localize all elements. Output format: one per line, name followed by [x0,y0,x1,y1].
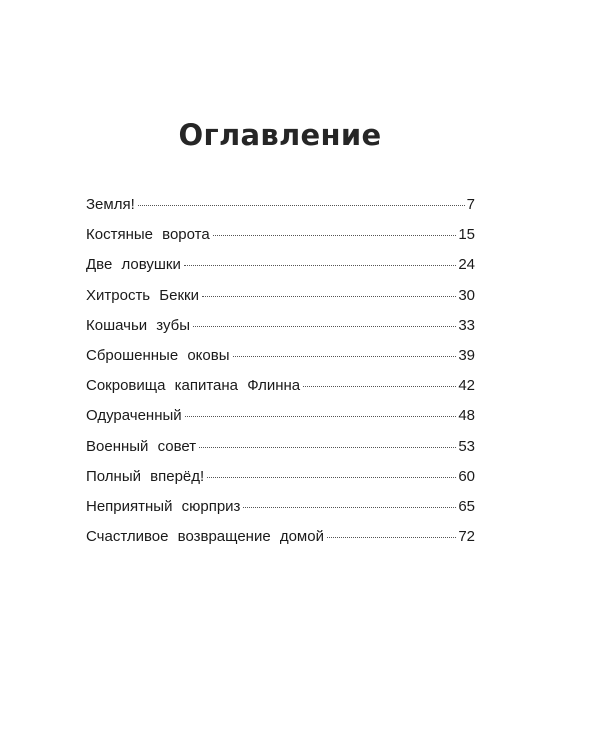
toc-entry [86,316,475,346]
toc-entry [86,497,475,527]
page-number: 65 [458,497,475,515]
toc-entry [86,195,475,225]
toc-entry [86,376,475,406]
dot-leader [303,386,456,387]
dot-leader [193,326,456,327]
toc-entry [86,437,475,467]
dot-leader [233,356,457,357]
dot-leader [207,477,456,478]
page-number: 42 [458,377,475,395]
page-number: 15 [458,226,475,244]
page-title: Оглавление [178,118,382,152]
chapter-title: Хитрость Бекки [86,286,199,304]
dot-leader [199,447,456,448]
page-number: 7 [466,196,475,213]
page-number: 60 [458,467,475,485]
toc-entry [86,346,475,376]
page-number: 24 [458,256,475,274]
dot-leader [213,235,457,236]
chapter-title: Две ловушки [86,256,181,274]
page-number: 72 [458,528,475,546]
chapter-title: Костяные ворота [86,226,210,244]
toc-entry [86,527,475,557]
dot-leader [138,205,465,206]
toc-entry [86,286,475,316]
toc-entry [86,467,475,497]
table-of-contents [86,195,475,557]
chapter-title: Сокровища капитана Флинна [86,377,301,395]
chapter-title: Сброшенные оковы [86,346,230,364]
toc-entry [86,225,475,255]
chapter-title: Полный вперёд! [86,467,205,485]
chapter-title: Счастливое возвращение домой [86,528,324,546]
page-number: 48 [458,407,475,425]
toc-entry [86,255,475,285]
page-number: 33 [458,316,475,334]
chapter-title: Неприятный сюрприз [86,497,241,515]
page-number: 30 [458,286,475,304]
dot-leader [202,296,456,297]
dot-leader [184,265,456,266]
page-number: 53 [458,437,475,455]
dot-leader [185,416,457,417]
chapter-title: Земля! [86,196,135,213]
chapter-title: Кошачьи зубы [86,316,191,334]
toc-entry [86,406,475,436]
chapter-title: Одураченный [86,407,182,425]
page-number: 39 [458,346,475,364]
dot-leader [327,537,456,538]
dot-leader [243,507,456,508]
chapter-title: Военный совет [86,437,197,455]
